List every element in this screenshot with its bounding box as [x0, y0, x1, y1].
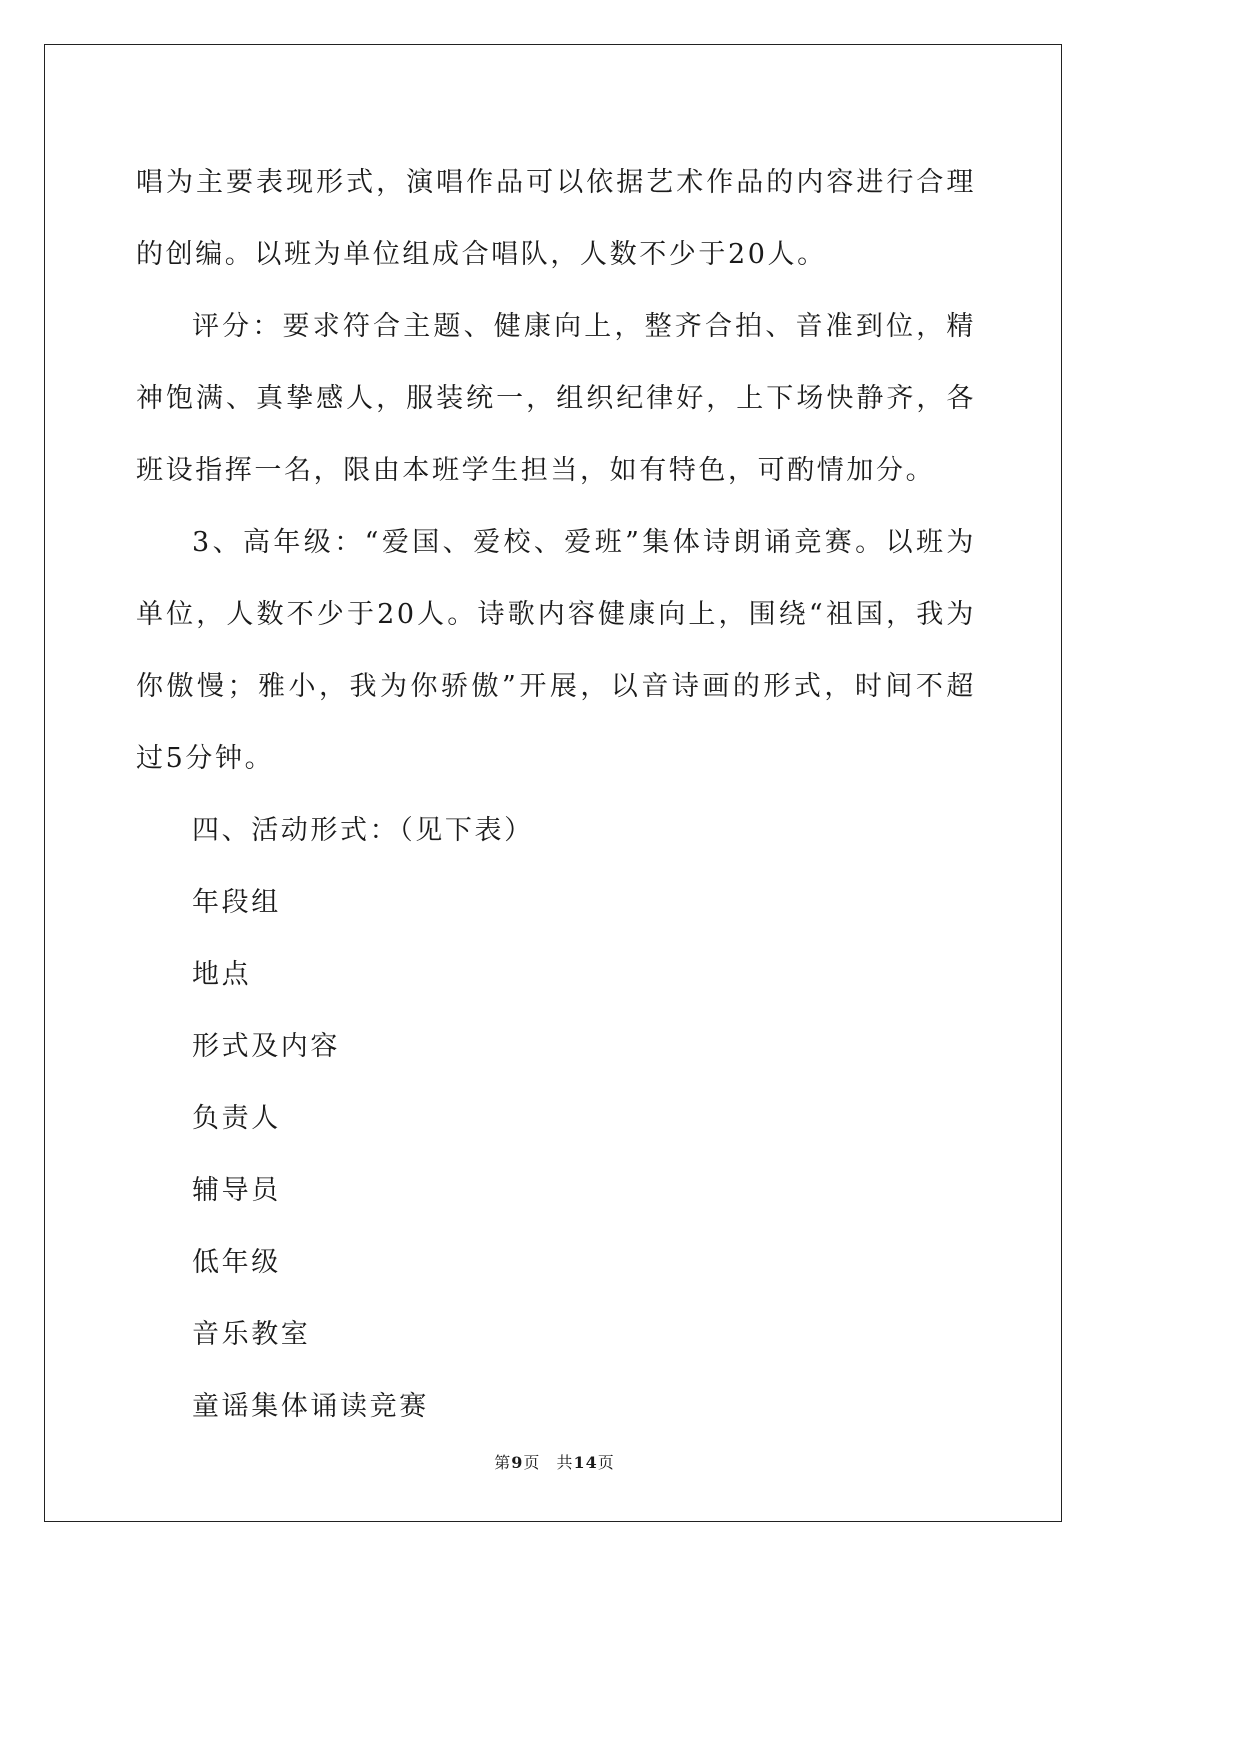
footer-total-prefix: 共 — [556, 1453, 574, 1472]
table-cell-lower-grade: 低年级 — [192, 1247, 281, 1278]
footer-prefix: 第 — [494, 1453, 512, 1472]
heading-activity-format: 四、活动形式：（见下表） — [192, 815, 534, 846]
table-cell-grade-group-header: 年段组 — [192, 887, 281, 918]
total-pages-number: 14 — [573, 1453, 598, 1472]
table-cell-counselor-header: 辅导员 — [192, 1175, 281, 1206]
paragraph-scoring: 评分：要求符合主题、健康向上，整齐合拍、音准到位，精神饱满、真挚感人，服装统一，组织纪律好，上下场快静齐，各班设指挥一名，限由本班学生担当，如有特色，可酌情加分。 — [136, 311, 976, 486]
table-cell-nursery-rhyme-contest: 童谣集体诵读竞赛 — [192, 1391, 429, 1422]
paragraph-upper-grade-recitation: 3、高年级：“爱国、爱校、爱班”集体诗朗诵竞赛。以班为单位，人数不少于20人。诗歌内容健康向上，围绕“祖国，我为你傲慢；雅小，我为你骄傲”开展，以音诗画的形式，时间不超过5分钟。 — [136, 527, 976, 774]
paragraph-choir-format: 唱为主要表现形式，演唱作品可以依据艺术作品的内容进行合理的创编。以班为单位组成合唱队，人数不少于20人。 — [136, 167, 976, 270]
table-cell-person-in-charge-header: 负责人 — [192, 1103, 281, 1134]
table-cell-format-content-header: 形式及内容 — [192, 1031, 340, 1062]
footer-total-suffix: 页 — [597, 1453, 615, 1472]
table-cell-location-header: 地点 — [192, 959, 252, 990]
table-cell-music-classroom: 音乐教室 — [192, 1319, 311, 1350]
current-page-number: 9 — [511, 1453, 524, 1472]
document-body — [136, 147, 976, 1443]
footer-page-suffix: 页 — [523, 1453, 541, 1472]
page-footer — [0, 1450, 1109, 1473]
